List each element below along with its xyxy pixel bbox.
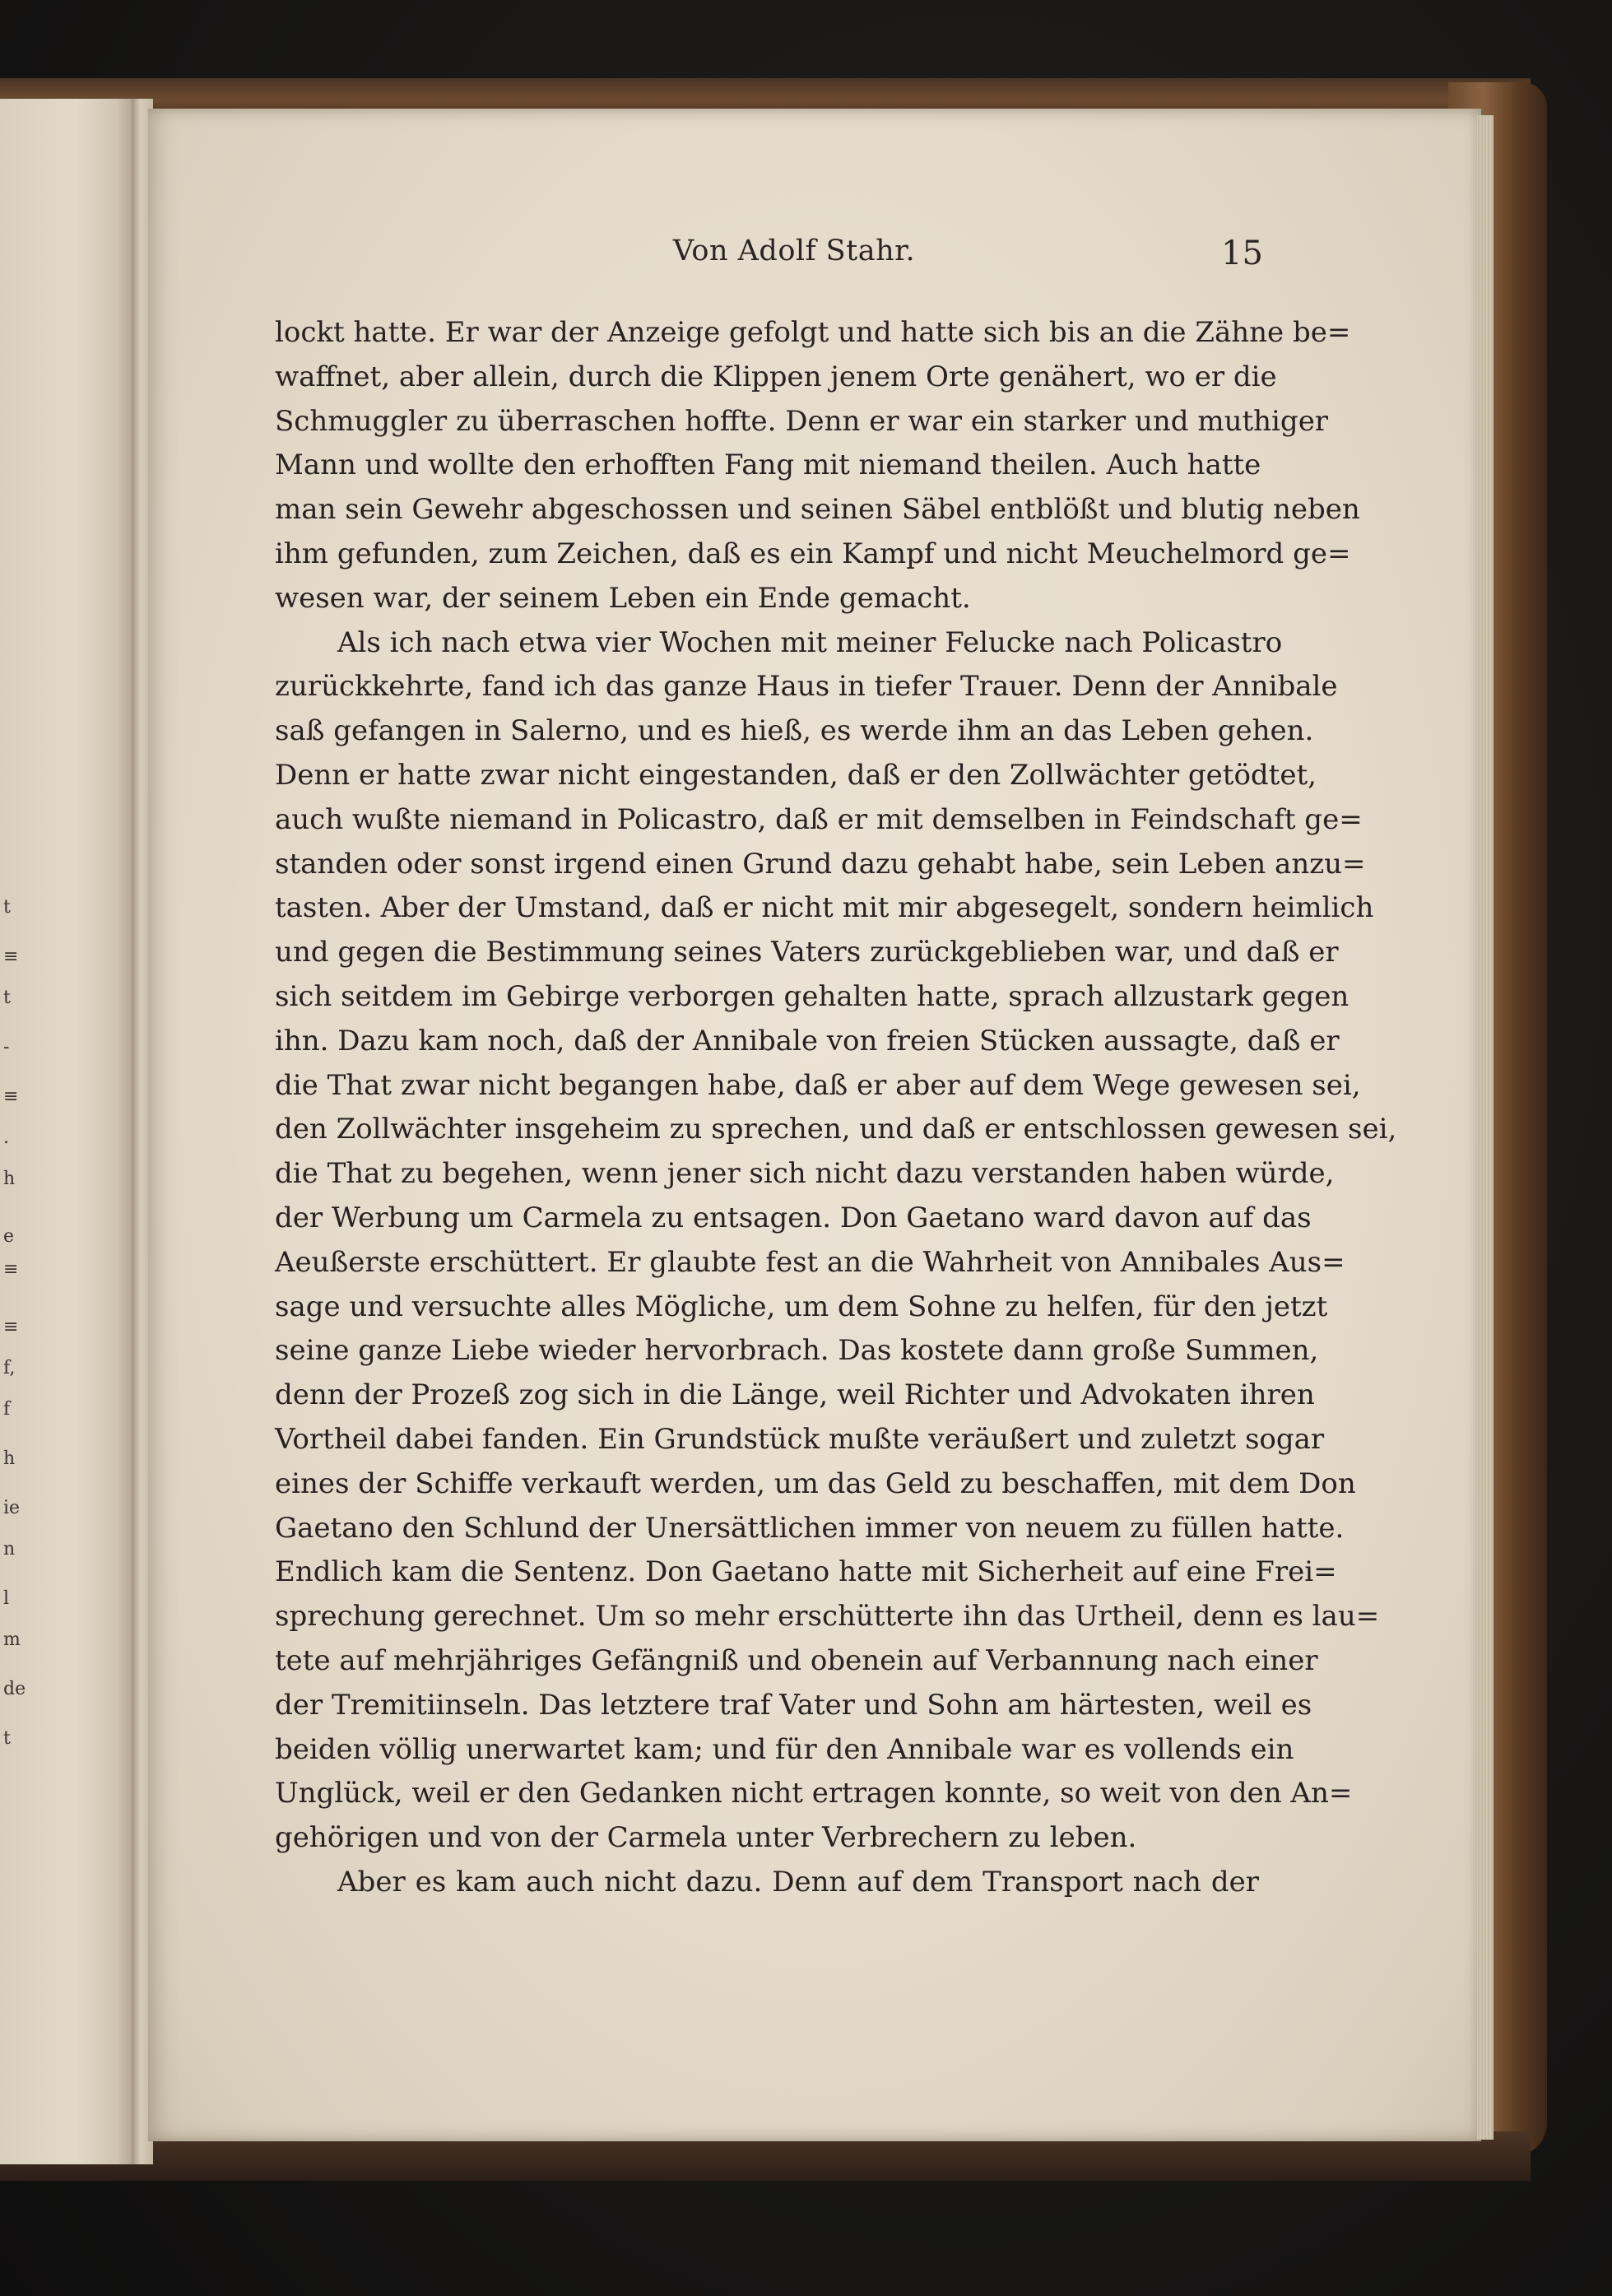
left-page-fragment: ≡ xyxy=(3,1317,19,1337)
left-page-fragment: . xyxy=(3,1127,9,1148)
text-line: der Werbung um Carmela zu entsagen. Don Gaetano ward davon auf das xyxy=(275,1201,1312,1234)
left-page-text-fragments xyxy=(0,99,138,2164)
text-line: Schmuggler zu überraschen hoffte. Denn er war ein starker und muthiger xyxy=(275,404,1329,438)
page-edge xyxy=(1477,115,1494,2140)
left-page-fragment: f xyxy=(3,1399,11,1420)
left-page-fragment: ie xyxy=(3,1498,21,1518)
left-page-fragment: l xyxy=(3,1588,10,1609)
text-line: und gegen die Bestimmung seines Vaters zurückgeblieben war, und daß er xyxy=(275,936,1339,969)
text-line: den Zollwächter insgeheim zu sprechen, und daß er entschlossen gewesen sei, xyxy=(275,1113,1397,1146)
text-line: Gaetano den Schlund der Unersättlichen immer von neuem zu füllen hatte. xyxy=(275,1511,1345,1545)
left-page xyxy=(0,99,138,2164)
page-number: 15 xyxy=(1221,235,1263,272)
text-line: seine ganze Liebe wieder hervorbrach. Das kostete dann große Summen, xyxy=(275,1334,1319,1368)
text-line: tasten. Aber der Umstand, daß er nicht mit mir abgesegelt, sondern heimlich xyxy=(275,891,1374,925)
text-line: Mann und wollte den erhofften Fang mit niemand theilen. Auch hatte xyxy=(275,449,1261,482)
text-line: der Tremitiinseln. Das letztere traf Vater und Sohn am härtesten, weil es xyxy=(275,1688,1312,1722)
left-page-fragment: - xyxy=(3,1037,10,1057)
left-page-fragment: ≡ xyxy=(3,946,19,967)
text-line: sich seitdem im Gebirge verborgen gehalten hatte, sprach allzustark gegen xyxy=(275,979,1350,1013)
text-line: auch wußte niemand in Policastro, daß er mit demselben in Feindschaft ge= xyxy=(275,802,1363,836)
text-line: saß gefangen in Salerno, und es hieß, es werde ihm an das Leben gehen. xyxy=(275,714,1314,748)
text-line: waffnet, aber allein, durch die Klippen jenem Orte genähert, wo er die xyxy=(275,360,1277,393)
text-line: man sein Gewehr abgeschossen und seinen Säbel entblößt und blutig neben xyxy=(275,493,1360,527)
text-line: eines der Schiffe verkauft werden, um das Geld zu beschaffen, mit dem Don xyxy=(275,1466,1356,1500)
left-page-fragment: ≡ xyxy=(3,1086,19,1107)
text-line: beiden völlig unerwartet kam; und für den Annibale war es vollends ein xyxy=(275,1732,1294,1766)
left-page-fragment: t xyxy=(3,988,11,1008)
running-head: Von Adolf Stahr. xyxy=(672,235,916,267)
left-page-fragment: de xyxy=(3,1679,26,1699)
left-page-fragment: t xyxy=(3,1728,11,1749)
text-line: standen oder sonst irgend einen Grund dazu gehabt habe, sein Leben anzu= xyxy=(275,847,1366,881)
text-line: Denn er hatte zwar nicht eingestanden, daß er den Zollwächter getödtet, xyxy=(275,758,1317,792)
text-line: sprechung gerechnet. Um so mehr erschütterte ihn das Urtheil, denn es lau= xyxy=(275,1600,1380,1634)
left-page-fragment: h xyxy=(3,1448,16,1469)
text-line: Vortheil dabei fanden. Ein Grundstück mußte veräußert und zuletzt sogar xyxy=(275,1422,1325,1456)
text-line: Aeußerste erschüttert. Er glaubte fest an die Wahrheit von Annibales Aus= xyxy=(275,1245,1345,1279)
left-page-fragment: n xyxy=(3,1539,16,1559)
left-page-fragment: e xyxy=(3,1226,15,1247)
text-line: ihm gefunden, zum Zeichen, daß es ein Kampf und nicht Meuchelmord ge= xyxy=(275,537,1351,570)
left-page-fragment: m xyxy=(3,1629,21,1650)
text-line: Endlich kam die Sentenz. Don Gaetano hatte mit Sicherheit auf eine Frei= xyxy=(275,1555,1337,1589)
text-line: die That zwar nicht begangen habe, daß er aber auf dem Wege gewesen sei, xyxy=(275,1068,1361,1102)
text-line: denn der Prozeß zog sich in die Länge, weil Richter und Advokaten ihren xyxy=(275,1378,1315,1412)
text-line: Als ich nach etwa vier Wochen mit meiner Felucke nach Policastro xyxy=(337,625,1283,659)
text-line: sage und versuchte alles Mögliche, um dem Sohne zu helfen, für den jetzt xyxy=(275,1290,1328,1323)
left-page-fragment: t xyxy=(3,897,11,918)
text-line: tete auf mehrjähriges Gefängniß und obenein auf Verbannung nach einer xyxy=(275,1643,1318,1677)
body-text xyxy=(275,311,1397,1916)
text-line: lockt hatte. Er war der Anzeige gefolgt und hatte sich bis an die Zähne be= xyxy=(275,316,1351,349)
left-page-fragment: f, xyxy=(3,1358,16,1378)
left-page-fragment: h xyxy=(3,1169,16,1189)
left-page-fragment: ≡ xyxy=(3,1259,19,1280)
text-line: Unglück, weil er den Gedanken nicht ertragen konnte, so weit von den An= xyxy=(275,1777,1353,1810)
text-line: zurückkehrte, fand ich das ganze Haus in tiefer Trauer. Denn der Annibale xyxy=(275,670,1338,704)
text-line: ihn. Dazu kam noch, daß der Annibale von freien Stücken aussagte, daß er xyxy=(275,1024,1340,1057)
text-line: gehörigen und von der Carmela unter Verbrechern zu leben. xyxy=(275,1821,1137,1855)
text-line: die That zu begehen, wenn jener sich nicht dazu verstanden haben würde, xyxy=(275,1157,1335,1191)
text-line: wesen war, der seinem Leben ein Ende gemacht. xyxy=(275,581,971,615)
text-line: Aber es kam auch nicht dazu. Denn auf dem Transport nach der xyxy=(337,1865,1259,1899)
